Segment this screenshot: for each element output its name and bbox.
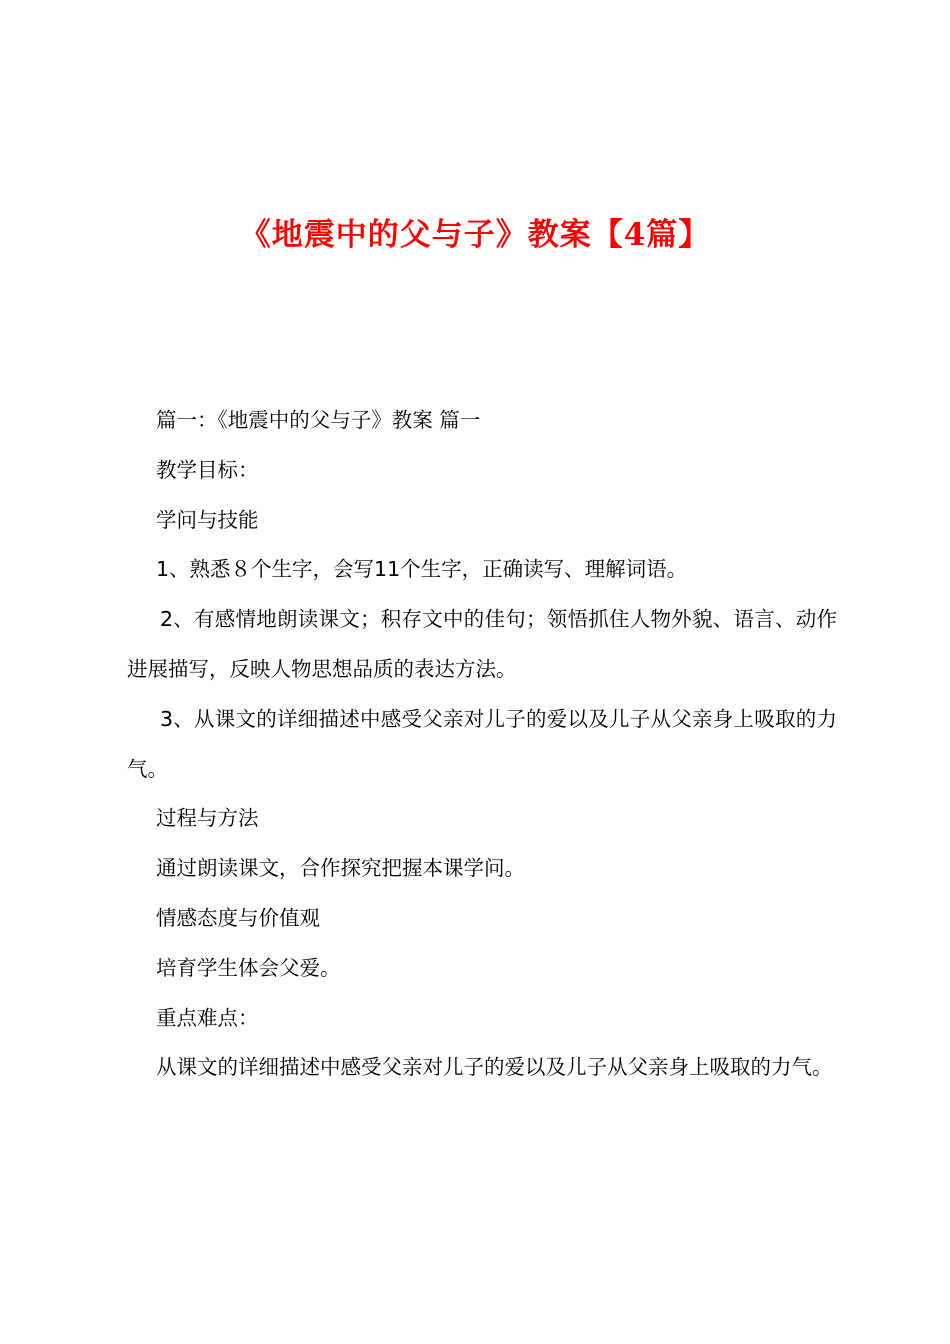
paragraph-process-text: 通过朗读课文，合作探究把握本课学问。 [156,856,525,881]
paragraph-key-points: 重点难点： [156,1005,259,1030]
paragraph-goal-1: 1、熟悉８个生字，会写11个生字，正确读写、理解词语。 [156,557,688,582]
paragraph-section-heading: 篇一：《地震中的父与子》教案 篇一 [156,408,481,432]
paragraph-attitude-text: 培育学生体会父爱。 [156,955,341,980]
paragraph-teaching-goals: 教学目标： [156,457,259,482]
paragraph-key-points-text: 从课文的详细描述中感受父亲对儿子的爱以及儿子从父亲身上吸取的力气。 [156,1055,833,1080]
paragraph-process-methods: 过程与方法 [156,806,259,831]
paragraph-goal-3: 3、从课文的详细描述中感受父亲对儿子的爱以及儿子从父亲身上吸取的力气。 [127,706,837,781]
document-title: 《地震中的父与子》教案【4篇】 [239,217,711,253]
paragraph-attitude-values: 情感态度与价值观 [156,905,320,930]
document-body [127,396,837,1093]
paragraph-knowledge-skills: 学问与技能 [156,507,259,532]
paragraph-goal-2: 2、有感情地朗读课文；积存文中的佳句；领悟抓住人物外貌、语言、动作进展描写，反映人物思想品质的表达方法。 [127,607,837,681]
